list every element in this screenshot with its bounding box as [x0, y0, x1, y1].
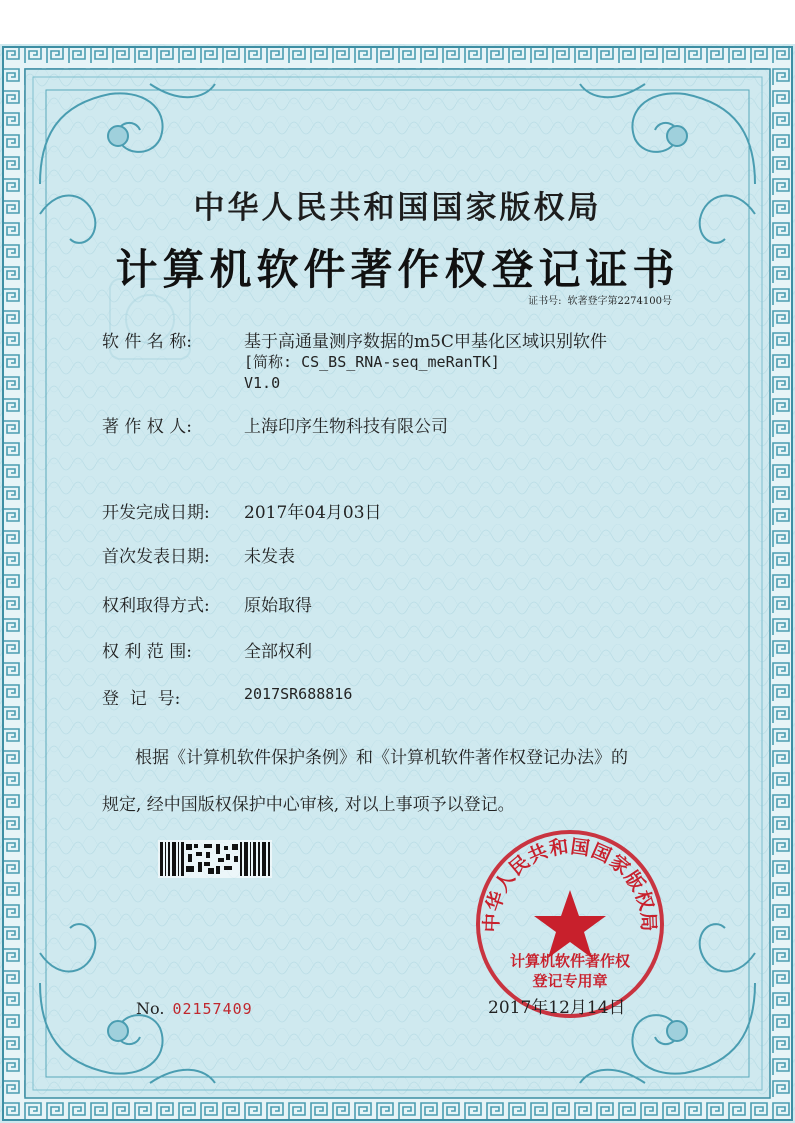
- rights-scope-value: 全部权利: [244, 642, 312, 662]
- registration-number-label: 登 记 号:: [102, 689, 181, 709]
- acquire-method-value: 原始取得: [244, 596, 312, 616]
- statement-line-2: 规定, 经中国版权保护中心审核, 对以上事项予以登记。: [102, 795, 515, 815]
- serial-number-value: 02157409: [172, 1000, 253, 1018]
- dev-date-label: 开发完成日期:: [102, 503, 210, 523]
- certificate-paper: [0, 44, 795, 1123]
- copyright-owner-label: 著 作 权 人:: [102, 417, 192, 437]
- dev-date-value: 2017年04月03日: [244, 503, 382, 523]
- registration-number-value: 2017SR688816: [244, 685, 353, 703]
- certificate-number-label: 证书号:: [528, 296, 562, 307]
- acquire-method-label: 权利取得方式:: [102, 596, 210, 616]
- barcode-image: [158, 840, 272, 878]
- issue-date: 2017年12月14日: [488, 998, 626, 1018]
- issuing-authority: 中华人民共和国国家版权局: [193, 190, 602, 226]
- software-version: V1.0: [244, 374, 281, 392]
- certificate-number-value: 软著登字第2274100号: [567, 296, 672, 307]
- copyright-owner-value: 上海印序生物科技有限公司: [244, 417, 448, 437]
- seal-line-1: 计算机软件著作权: [509, 952, 630, 970]
- rights-scope-label: 权 利 范 围:: [102, 642, 192, 662]
- seal-line-2: 登记专用章: [532, 972, 608, 990]
- serial-number: [136, 999, 253, 1018]
- publish-date-label: 首次发表日期:: [102, 547, 210, 567]
- seal-ring-text: 中华人民共和国国家版权局: [480, 835, 660, 933]
- statement-line-1: 根据《计算机软件保护条例》和《计算机软件著作权登记办法》的: [135, 748, 628, 768]
- publish-date-value: 未发表: [244, 547, 295, 567]
- software-name-value: 基于高通量测序数据的m5C甲基化区域识别软件: [244, 332, 607, 352]
- software-name-label: 软 件 名 称:: [102, 332, 192, 352]
- seal-star: [534, 890, 606, 958]
- software-short-name: [简称: CS_BS_RNA-seq_meRanTK]: [244, 353, 500, 371]
- serial-prefix: No.: [136, 999, 165, 1018]
- certificate-number: [522, 292, 672, 307]
- certificate-title: 计算机软件著作权登记证书: [115, 245, 680, 294]
